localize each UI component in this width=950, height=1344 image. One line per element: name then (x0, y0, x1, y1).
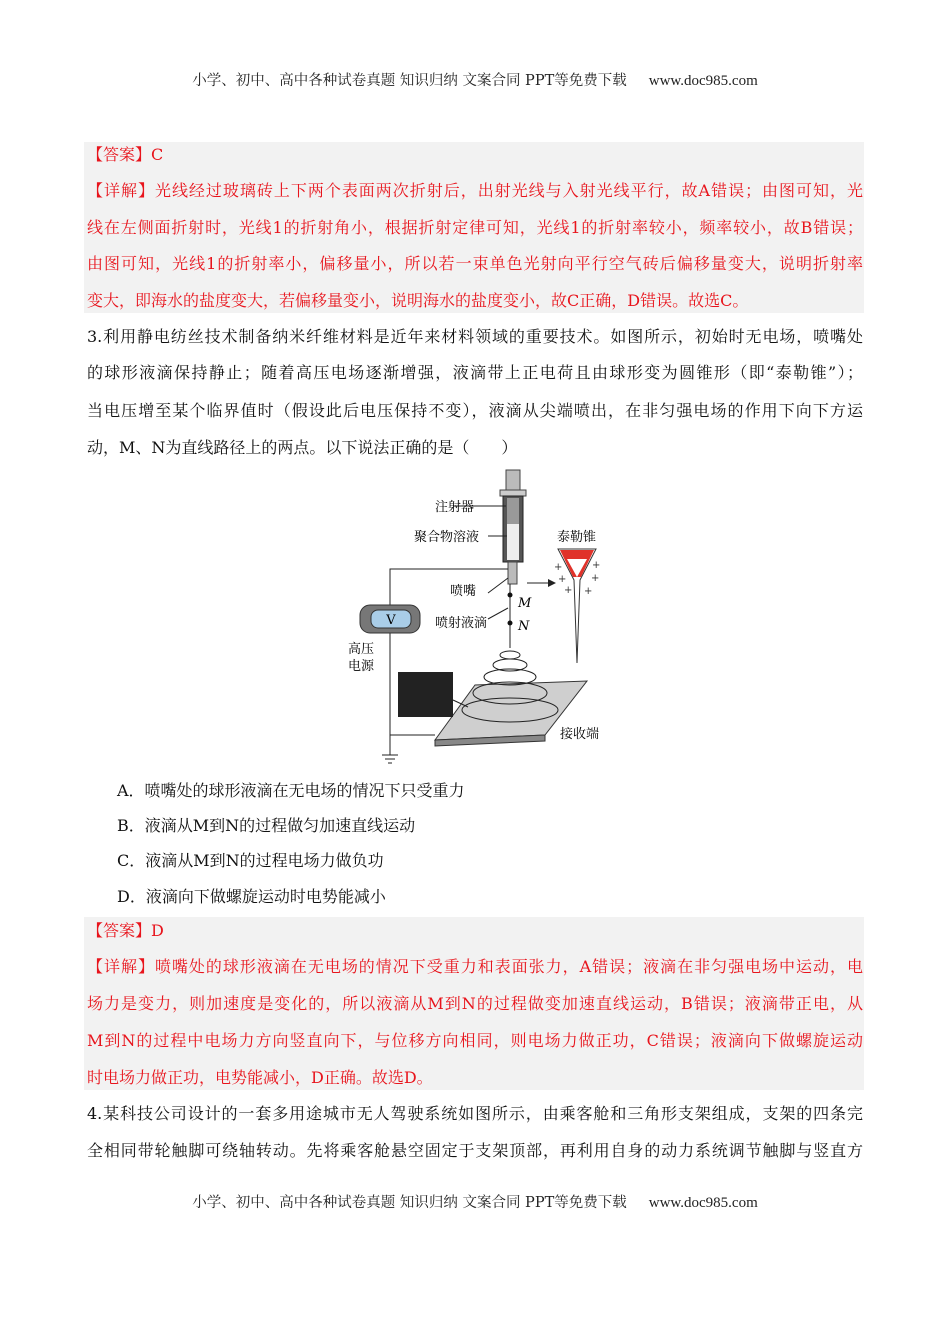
label-nozzle: 喷嘴 (450, 584, 477, 599)
label-jet: 喷射液滴 (435, 616, 488, 631)
q2-detail-line: 【详解】光线经过玻璃砖上下两个表面两次折射后，出射光线与入射光线平行，故A错误；由图可知，光 (87, 181, 863, 200)
label-m: M (518, 596, 532, 611)
q4-stem-line: 全相同带轮触脚可绕轴转动。先将乘客舱悬空固定于支架顶部，再利用自身的动力系统调节触脚与竖直方 (87, 1141, 863, 1160)
q3-stem-line: 当电压增至某个临界值时（假设此后电压保持不变），液滴从尖端喷出，在非匀强电场的作用下向下方运 (87, 401, 863, 420)
footer-site[interactable]: www.doc985.com (648, 1195, 758, 1211)
q3-detail-line: M到N的过程中电场力方向竖直向下，与位移方向相同，则电场力做正功，C错误；液滴向下做螺旋运动 (87, 1031, 863, 1050)
label-syringe: 注射器 (435, 500, 475, 515)
svg-text:+: + (564, 585, 573, 596)
svg-text:+: + (554, 562, 563, 573)
svg-text:+: + (592, 560, 601, 571)
taylor-cone-icon (558, 549, 596, 663)
q2-detail-line: 变大，即海水的盐度变大，若偏移量变小，说明海水的盐度变小，故C正确，D错误。故选C。 (87, 291, 749, 310)
q3-stem-line: 3.利用静电纺丝技术制备纳米纤维材料是近年来材料领域的重要技术。如图所示，初始时无电场，喷嘴处 (87, 327, 863, 346)
page-footer (0, 1191, 950, 1212)
svg-text:+: + (558, 574, 567, 585)
page-header (0, 69, 950, 90)
q3-detail-line: 时电场力做正功，电势能减小，D正确。故选D。 (87, 1068, 433, 1087)
option-a: A．喷嘴处的球形液滴在无电场的情况下只受重力 (117, 781, 465, 800)
label-power2: 电源 (348, 659, 375, 674)
q2-detail-line: 线在左侧面折射时，光线1的折射角小，根据折射定律可知，光线1的折射率较小，频率较小，故B错误； (87, 218, 863, 237)
label-collector: 接收端 (560, 727, 600, 742)
q3-answer: 【答案】D (87, 921, 164, 940)
electrospinning-figure (340, 465, 620, 770)
option-d: D．液滴向下做螺旋运动时电势能减小 (117, 887, 386, 906)
option-b: B．液滴从M到N的过程做匀加速直线运动 (117, 816, 416, 835)
footer-text: 小学、初中、高中各种试卷真题 知识归纳 文案合同 PPT等免费下载 (192, 1195, 627, 1211)
voltmeter-label: V (386, 613, 396, 628)
fiber-mat-image (398, 672, 453, 717)
q3-stem-line: 的球形液滴保持静止；随着高压电场逐渐增强，液滴带上正电荷且由球形变为圆锥形（即“泰勒锥”）； (87, 363, 863, 382)
svg-text:+: + (584, 586, 593, 597)
label-n: N (518, 619, 530, 634)
q2-answer: 【答案】C (87, 145, 164, 164)
syringe-icon (500, 470, 526, 584)
label-solution: 聚合物溶液 (414, 530, 480, 545)
header-site[interactable]: www.doc985.com (648, 73, 758, 89)
q4-stem-line: 4.某科技公司设计的一套多用途城市无人驾驶系统如图所示，由乘客舱和三角形支架组成，支架的四条完 (87, 1104, 863, 1123)
label-power: 高压 (348, 642, 375, 657)
header-text: 小学、初中、高中各种试卷真题 知识归纳 文案合同 PPT等免费下载 (192, 73, 627, 89)
option-c: C．液滴从M到N的过程电场力做负功 (117, 851, 384, 870)
svg-text:+: + (591, 573, 600, 584)
q3-detail-line: 场力是变力，则加速度是变化的，所以液滴从M到N的过程做变加速直线运动，B错误；液滴带正电，从 (87, 994, 863, 1013)
q3-stem-line: 动，M、N为直线路径上的两点。以下说法正确的是（ ） (87, 438, 518, 457)
q2-detail-line: 由图可知，光线1的折射率小，偏移量小，所以若一束单色光射向平行空气砖后偏移量变大，说明折射率 (87, 254, 863, 273)
label-taylor-cone: 泰勒锥 (557, 530, 597, 545)
q3-detail-line: 【详解】喷嘴处的球形液滴在无电场的情况下受重力和表面张力，A错误；液滴在非匀强电场中运动，电 (87, 957, 863, 976)
